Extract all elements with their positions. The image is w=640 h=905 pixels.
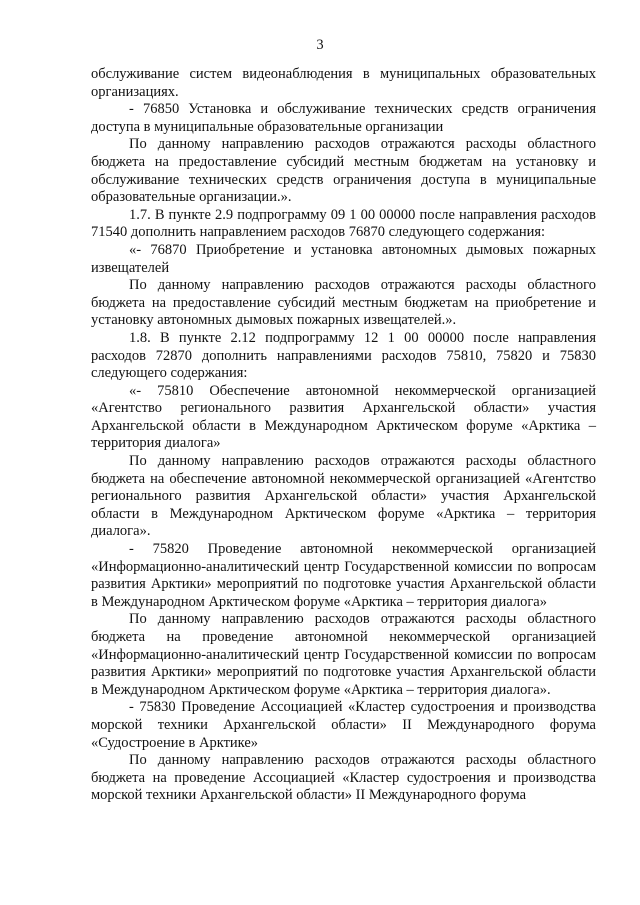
item-76850: - 76850 Установка и обслуживание технических средств ограничения доступа в муниципальные образовательные организации: [91, 101, 596, 135]
paragraph-76870-description: По данному направлению расходов отражаются расходы областного бюджета на предоставление субсидий местным бюджетам на приобретение и установку автономных дымовых пожарных извещателей.».: [91, 277, 596, 329]
clause-1-7: 1.7. В пункте 2.9 подпрограмму 09 1 00 00000 после направления расходов 71540 дополнить направлением расходов 76870 следующего содержания:: [91, 206, 596, 241]
item-75830: - 75830 Проведение Ассоциацией «Кластер судостроения и производства морской техники Архангельской области» II Международного форума «Судостроение в Арктике»: [91, 699, 596, 751]
clause-1-8: 1.8. В пункте 2.12 подпрограмму 12 1 00 00000 после направления расходов 72870 дополнить направлениями расходов 75810, 75820 и 75830 следующего содержания:: [91, 329, 596, 382]
paragraph-continuation: обслуживание систем видеонаблюдения в муниципальных образовательных организациях.: [91, 66, 596, 100]
item-75820: - 75820 Проведение автономной некоммерческой организацией «Информационно-аналитический центр Государственной комиссии по вопросам развития Арктики» мероприятий по подготовке участия Архангельской области в Международном Арктическом форуме «Арктика – территория диалога»: [91, 541, 596, 610]
paragraph-76850-description: По данному направлению расходов отражаются расходы областного бюджета на предоставление субсидий местным бюджетам на установку и обслуживание технических средств ограничения доступа в муниципальные образовательные организации.».: [91, 136, 596, 206]
paragraph-75830-description: По данному направлению расходов отражаются расходы областного бюджета на проведение Ассоциацией «Кластер судостроения и производства морской техники Архангельской области» II Международного форума: [91, 752, 596, 804]
item-75810: «- 75810 Обеспечение автономной некоммерческой организацией «Агентство регионального развития Архангельской области» участия Архангельской области в Международном Арктическом форуме «Арктика – территория диалога»: [91, 382, 596, 452]
item-76870: «- 76870 Приобретение и установка автономных дымовых пожарных извещателей: [91, 241, 596, 276]
paragraph-75810-description: По данному направлению расходов отражаются расходы областного бюджета на обеспечение автономной некоммерческой организацией «Агентство регионального развития Архангельской области» участия Архангельской области в Международном Арктическом форуме «Арктика – территория диалога».: [91, 453, 596, 540]
page-number: 3: [316, 37, 324, 53]
document-body: [91, 66, 596, 805]
paragraph-75820-description: По данному направлению расходов отражаются расходы областного бюджета на проведение автономной некоммерческой организацией «Информационно-аналитический центр Государственной комиссии по вопросам развития Арктики» мероприятий по подготовке участия Архангельской области в Международном Арктическом форуме «Арктика – территория диалога».: [91, 611, 596, 698]
